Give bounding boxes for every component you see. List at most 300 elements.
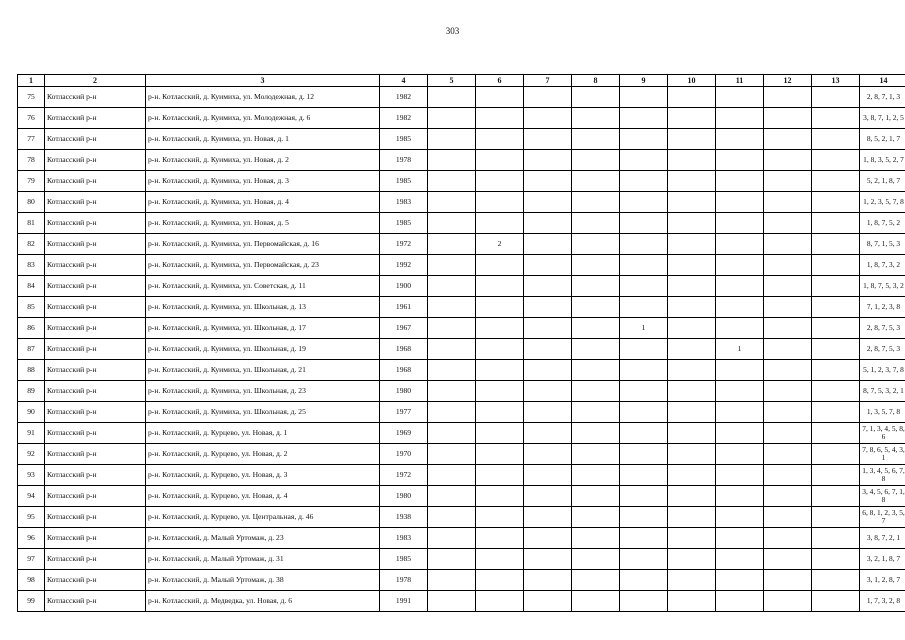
col5-cell (428, 192, 476, 213)
col7-cell (524, 381, 572, 402)
col6-cell (476, 423, 524, 444)
column-header-13: 13 (812, 75, 860, 87)
table-row (18, 276, 905, 297)
col13-cell (812, 423, 860, 444)
row-number: 78 (18, 150, 45, 171)
col8-cell (572, 486, 620, 507)
col9-cell (620, 423, 668, 444)
page-number: 303 (445, 26, 460, 36)
district-cell: Котласский р-н (45, 87, 146, 108)
col7-cell (524, 108, 572, 129)
col11-cell (716, 402, 764, 423)
col12-cell (764, 423, 812, 444)
table-row (18, 444, 905, 465)
col5-cell (428, 339, 476, 360)
row-number: 96 (18, 528, 45, 549)
address-cell: р-н. Котласский, д. Куимиха, ул. Советская, д. 11 (146, 276, 380, 297)
col7-cell (524, 591, 572, 612)
column-header-3: 3 (146, 75, 380, 87)
col13-cell (812, 318, 860, 339)
column-header-12: 12 (764, 75, 812, 87)
row-number: 98 (18, 570, 45, 591)
address-cell: р-н. Котласский, д. Куимиха, ул. Школьная, д. 25 (146, 402, 380, 423)
col8-cell (572, 381, 620, 402)
col7-cell (524, 570, 572, 591)
col10-cell (668, 171, 716, 192)
year-cell: 1967 (380, 318, 428, 339)
col7-cell (524, 507, 572, 528)
col8-cell (572, 591, 620, 612)
row-number: 81 (18, 213, 45, 234)
col13-cell (812, 234, 860, 255)
col7-cell (524, 549, 572, 570)
col13-cell (812, 150, 860, 171)
col8-cell (572, 171, 620, 192)
col9-cell (620, 549, 668, 570)
col11-cell (716, 171, 764, 192)
year-cell: 1992 (380, 255, 428, 276)
column-header-4: 4 (380, 75, 428, 87)
col12-cell (764, 486, 812, 507)
col13-cell (812, 339, 860, 360)
col9-cell (620, 339, 668, 360)
year-cell: 1980 (380, 486, 428, 507)
col6-cell (476, 339, 524, 360)
header-row (18, 75, 905, 87)
col6-cell (476, 465, 524, 486)
year-cell: 1985 (380, 213, 428, 234)
district-cell: Котласский р-н (45, 213, 146, 234)
address-cell: р-н. Котласский, д. Куимиха, ул. Новая, д. 2 (146, 150, 380, 171)
codes-cell: 2, 8, 7, 5, 3 (860, 339, 905, 360)
col12-cell (764, 570, 812, 591)
col6-cell (476, 150, 524, 171)
col7-cell (524, 171, 572, 192)
col6-cell (476, 570, 524, 591)
col5-cell (428, 360, 476, 381)
col8-cell (572, 339, 620, 360)
column-header-7: 7 (524, 75, 572, 87)
col12-cell (764, 402, 812, 423)
row-number: 88 (18, 360, 45, 381)
table-row (18, 360, 905, 381)
col6-cell (476, 192, 524, 213)
table-row (18, 318, 905, 339)
address-cell: р-н. Котласский, д. Малый Уртомаж, д. 23 (146, 528, 380, 549)
col11-cell (716, 276, 764, 297)
col10-cell (668, 402, 716, 423)
col5-cell (428, 507, 476, 528)
column-header-1: 1 (18, 75, 45, 87)
district-cell: Котласский р-н (45, 591, 146, 612)
table-row (18, 171, 905, 192)
col13-cell (812, 486, 860, 507)
codes-cell: 1, 8, 7, 5, 3, 2 (860, 276, 905, 297)
table-row (18, 381, 905, 402)
col11-cell (716, 360, 764, 381)
col5-cell (428, 234, 476, 255)
col8-cell (572, 150, 620, 171)
col12-cell (764, 171, 812, 192)
col11-cell (716, 444, 764, 465)
col5-cell (428, 444, 476, 465)
address-cell: р-н. Котласский, д. Куимиха, ул. Молодежная, д. 12 (146, 87, 380, 108)
col8-cell (572, 570, 620, 591)
col6-cell (476, 87, 524, 108)
col12-cell (764, 150, 812, 171)
col9-cell (620, 276, 668, 297)
col9-cell (620, 360, 668, 381)
col5-cell (428, 591, 476, 612)
column-header-9: 9 (620, 75, 668, 87)
col12-cell (764, 465, 812, 486)
district-cell: Котласский р-н (45, 570, 146, 591)
col12-cell (764, 444, 812, 465)
codes-cell: 2, 8, 7, 1, 3 (860, 87, 905, 108)
col9-cell (620, 507, 668, 528)
table-header (18, 75, 905, 87)
col10-cell (668, 465, 716, 486)
district-cell: Котласский р-н (45, 465, 146, 486)
col5-cell (428, 213, 476, 234)
col13-cell (812, 570, 860, 591)
col13-cell (812, 171, 860, 192)
district-cell: Котласский р-н (45, 486, 146, 507)
codes-cell: 8, 7, 1, 5, 3 (860, 234, 905, 255)
col11-cell (716, 297, 764, 318)
codes-cell: 7, 8, 6, 5, 4, 3, 1 (860, 444, 905, 465)
col11-cell (716, 507, 764, 528)
codes-cell: 1, 8, 7, 5, 2 (860, 213, 905, 234)
col5-cell (428, 381, 476, 402)
col6-cell (476, 549, 524, 570)
district-cell: Котласский р-н (45, 318, 146, 339)
col7-cell (524, 528, 572, 549)
col8-cell (572, 234, 620, 255)
year-cell: 1972 (380, 465, 428, 486)
col10-cell (668, 255, 716, 276)
codes-cell: 3, 1, 2, 8, 7 (860, 570, 905, 591)
col9-cell (620, 381, 668, 402)
col12-cell (764, 381, 812, 402)
col13-cell (812, 297, 860, 318)
col5-cell (428, 255, 476, 276)
col13-cell (812, 192, 860, 213)
year-cell: 1980 (380, 381, 428, 402)
col9-cell (620, 297, 668, 318)
address-cell: р-н. Котласский, д. Малый Уртомаж, д. 38 (146, 570, 380, 591)
col8-cell (572, 528, 620, 549)
col12-cell (764, 87, 812, 108)
codes-cell: 3, 8, 7, 2, 1 (860, 528, 905, 549)
row-number: 82 (18, 234, 45, 255)
col12-cell (764, 549, 812, 570)
year-cell: 1970 (380, 444, 428, 465)
row-number: 97 (18, 549, 45, 570)
row-number: 93 (18, 465, 45, 486)
col5-cell (428, 402, 476, 423)
col12-cell (764, 276, 812, 297)
col13-cell (812, 444, 860, 465)
col13-cell (812, 276, 860, 297)
year-cell: 1983 (380, 528, 428, 549)
col7-cell (524, 192, 572, 213)
col12-cell (764, 360, 812, 381)
year-cell: 1968 (380, 360, 428, 381)
col7-cell (524, 360, 572, 381)
year-cell: 1982 (380, 108, 428, 129)
table-row (18, 507, 905, 528)
col10-cell (668, 213, 716, 234)
table-row (18, 213, 905, 234)
district-cell: Котласский р-н (45, 423, 146, 444)
address-cell: р-н. Котласский, д. Курцево, ул. Центральная, д. 46 (146, 507, 380, 528)
address-cell: р-н. Котласский, д. Курцево, ул. Новая, д. 1 (146, 423, 380, 444)
codes-cell: 2, 8, 7, 5, 3 (860, 318, 905, 339)
column-header-6: 6 (476, 75, 524, 87)
col5-cell (428, 549, 476, 570)
year-cell: 1972 (380, 234, 428, 255)
col8-cell (572, 297, 620, 318)
row-number: 84 (18, 276, 45, 297)
col13-cell (812, 402, 860, 423)
address-cell: р-н. Котласский, д. Курцево, ул. Новая, д. 3 (146, 465, 380, 486)
address-cell: р-н. Котласский, д. Куимиха, ул. Первомайская, д. 16 (146, 234, 380, 255)
address-cell: р-н. Котласский, д. Куимиха, ул. Новая, д. 3 (146, 171, 380, 192)
col9-cell (620, 87, 668, 108)
col7-cell (524, 213, 572, 234)
address-cell: р-н. Котласский, д. Куимиха, ул. Школьная, д. 17 (146, 318, 380, 339)
col9-cell (620, 129, 668, 150)
column-header-10: 10 (668, 75, 716, 87)
col10-cell (668, 192, 716, 213)
year-cell: 1991 (380, 591, 428, 612)
col8-cell (572, 276, 620, 297)
year-cell: 1985 (380, 129, 428, 150)
row-number: 83 (18, 255, 45, 276)
col6-cell (476, 318, 524, 339)
row-number: 76 (18, 108, 45, 129)
col12-cell (764, 339, 812, 360)
table-row (18, 528, 905, 549)
col7-cell (524, 486, 572, 507)
col12-cell (764, 591, 812, 612)
table-row (18, 255, 905, 276)
address-cell: р-н. Котласский, д. Медведка, ул. Новая, д. 6 (146, 591, 380, 612)
col8-cell (572, 192, 620, 213)
col7-cell (524, 276, 572, 297)
col10-cell (668, 339, 716, 360)
col9-cell (620, 108, 668, 129)
district-cell: Котласский р-н (45, 297, 146, 318)
col8-cell (572, 255, 620, 276)
codes-cell: 8, 7, 5, 3, 2, 1 (860, 381, 905, 402)
row-number: 79 (18, 171, 45, 192)
col6-cell (476, 528, 524, 549)
year-cell: 1985 (380, 171, 428, 192)
year-cell: 1977 (380, 402, 428, 423)
year-cell: 1978 (380, 570, 428, 591)
col6-cell (476, 402, 524, 423)
col8-cell (572, 465, 620, 486)
col12-cell (764, 108, 812, 129)
district-cell: Котласский р-н (45, 255, 146, 276)
col11-cell (716, 570, 764, 591)
col5-cell (428, 528, 476, 549)
col7-cell (524, 234, 572, 255)
year-cell: 1969 (380, 423, 428, 444)
col9-cell (620, 150, 668, 171)
col10-cell (668, 234, 716, 255)
codes-cell: 7, 1, 2, 3, 8 (860, 297, 905, 318)
codes-cell: 1, 7, 3, 2, 8 (860, 591, 905, 612)
col11-cell (716, 255, 764, 276)
col6-cell (476, 591, 524, 612)
col8-cell (572, 507, 620, 528)
year-cell: 1938 (380, 507, 428, 528)
year-cell: 1978 (380, 150, 428, 171)
col10-cell (668, 129, 716, 150)
col9-cell (620, 591, 668, 612)
address-cell: р-н. Котласский, д. Куимиха, ул. Школьная, д. 13 (146, 297, 380, 318)
col11-cell (716, 192, 764, 213)
col12-cell (764, 129, 812, 150)
year-cell: 1983 (380, 192, 428, 213)
col8-cell (572, 549, 620, 570)
col9-cell: 1 (620, 318, 668, 339)
table-row (18, 150, 905, 171)
year-cell: 1985 (380, 549, 428, 570)
col7-cell (524, 297, 572, 318)
year-cell: 1982 (380, 87, 428, 108)
table-row (18, 591, 905, 612)
col10-cell (668, 549, 716, 570)
col7-cell (524, 129, 572, 150)
row-number: 87 (18, 339, 45, 360)
col9-cell (620, 444, 668, 465)
col7-cell (524, 150, 572, 171)
row-number: 90 (18, 402, 45, 423)
year-cell: 1961 (380, 297, 428, 318)
codes-cell: 5, 1, 2, 3, 7, 8 (860, 360, 905, 381)
col5-cell (428, 171, 476, 192)
col10-cell (668, 360, 716, 381)
col13-cell (812, 213, 860, 234)
address-cell: р-н. Котласский, д. Курцево, ул. Новая, д. 2 (146, 444, 380, 465)
col13-cell (812, 108, 860, 129)
col10-cell (668, 297, 716, 318)
col5-cell (428, 129, 476, 150)
col9-cell (620, 486, 668, 507)
district-cell: Котласский р-н (45, 192, 146, 213)
col8-cell (572, 423, 620, 444)
row-number: 77 (18, 129, 45, 150)
col11-cell (716, 150, 764, 171)
col5-cell (428, 423, 476, 444)
table-row (18, 549, 905, 570)
col5-cell (428, 87, 476, 108)
table-row (18, 570, 905, 591)
district-cell: Котласский р-н (45, 108, 146, 129)
col10-cell (668, 108, 716, 129)
col7-cell (524, 255, 572, 276)
district-cell: Котласский р-н (45, 360, 146, 381)
address-cell: р-н. Котласский, д. Куимиха, ул. Новая, д. 4 (146, 192, 380, 213)
table-body (18, 87, 905, 612)
col11-cell (716, 108, 764, 129)
col9-cell (620, 528, 668, 549)
table-row (18, 465, 905, 486)
col10-cell (668, 570, 716, 591)
col9-cell (620, 171, 668, 192)
col12-cell (764, 255, 812, 276)
col13-cell (812, 87, 860, 108)
col10-cell (668, 507, 716, 528)
district-cell: Котласский р-н (45, 381, 146, 402)
col8-cell (572, 318, 620, 339)
col6-cell (476, 444, 524, 465)
col5-cell (428, 570, 476, 591)
address-cell: р-н. Котласский, д. Куимиха, ул. Новая, д. 1 (146, 129, 380, 150)
col9-cell (620, 192, 668, 213)
year-cell: 1900 (380, 276, 428, 297)
col8-cell (572, 213, 620, 234)
column-header-14: 14 (860, 75, 905, 87)
col10-cell (668, 591, 716, 612)
row-number: 92 (18, 444, 45, 465)
codes-cell: 5, 2, 1, 8, 7 (860, 171, 905, 192)
codes-cell: 3, 4, 5, 6, 7, 1, 8 (860, 486, 905, 507)
codes-cell: 1, 8, 7, 3, 2 (860, 255, 905, 276)
col5-cell (428, 297, 476, 318)
col13-cell (812, 528, 860, 549)
col11-cell (716, 528, 764, 549)
col9-cell (620, 570, 668, 591)
col9-cell (620, 255, 668, 276)
district-cell: Котласский р-н (45, 507, 146, 528)
table-row (18, 423, 905, 444)
col9-cell (620, 402, 668, 423)
col11-cell (716, 423, 764, 444)
district-cell: Котласский р-н (45, 276, 146, 297)
col13-cell (812, 129, 860, 150)
col8-cell (572, 360, 620, 381)
col10-cell (668, 486, 716, 507)
col11-cell (716, 318, 764, 339)
col7-cell (524, 402, 572, 423)
col10-cell (668, 423, 716, 444)
address-cell: р-н. Котласский, д. Курцево, ул. Новая, д. 4 (146, 486, 380, 507)
table-row (18, 339, 905, 360)
col13-cell (812, 381, 860, 402)
table-row (18, 402, 905, 423)
codes-cell: 6, 8, 1, 2, 3, 5, 7 (860, 507, 905, 528)
col12-cell (764, 297, 812, 318)
year-cell: 1968 (380, 339, 428, 360)
codes-cell: 7, 1, 3, 4, 5, 8, 6 (860, 423, 905, 444)
column-header-2: 2 (45, 75, 146, 87)
column-header-11: 11 (716, 75, 764, 87)
table-row (18, 108, 905, 129)
district-cell: Котласский р-н (45, 444, 146, 465)
col6-cell (476, 486, 524, 507)
table-row (18, 486, 905, 507)
col11-cell (716, 591, 764, 612)
col12-cell (764, 192, 812, 213)
col7-cell (524, 465, 572, 486)
col6-cell (476, 171, 524, 192)
codes-cell: 3, 2, 1, 8, 7 (860, 549, 905, 570)
